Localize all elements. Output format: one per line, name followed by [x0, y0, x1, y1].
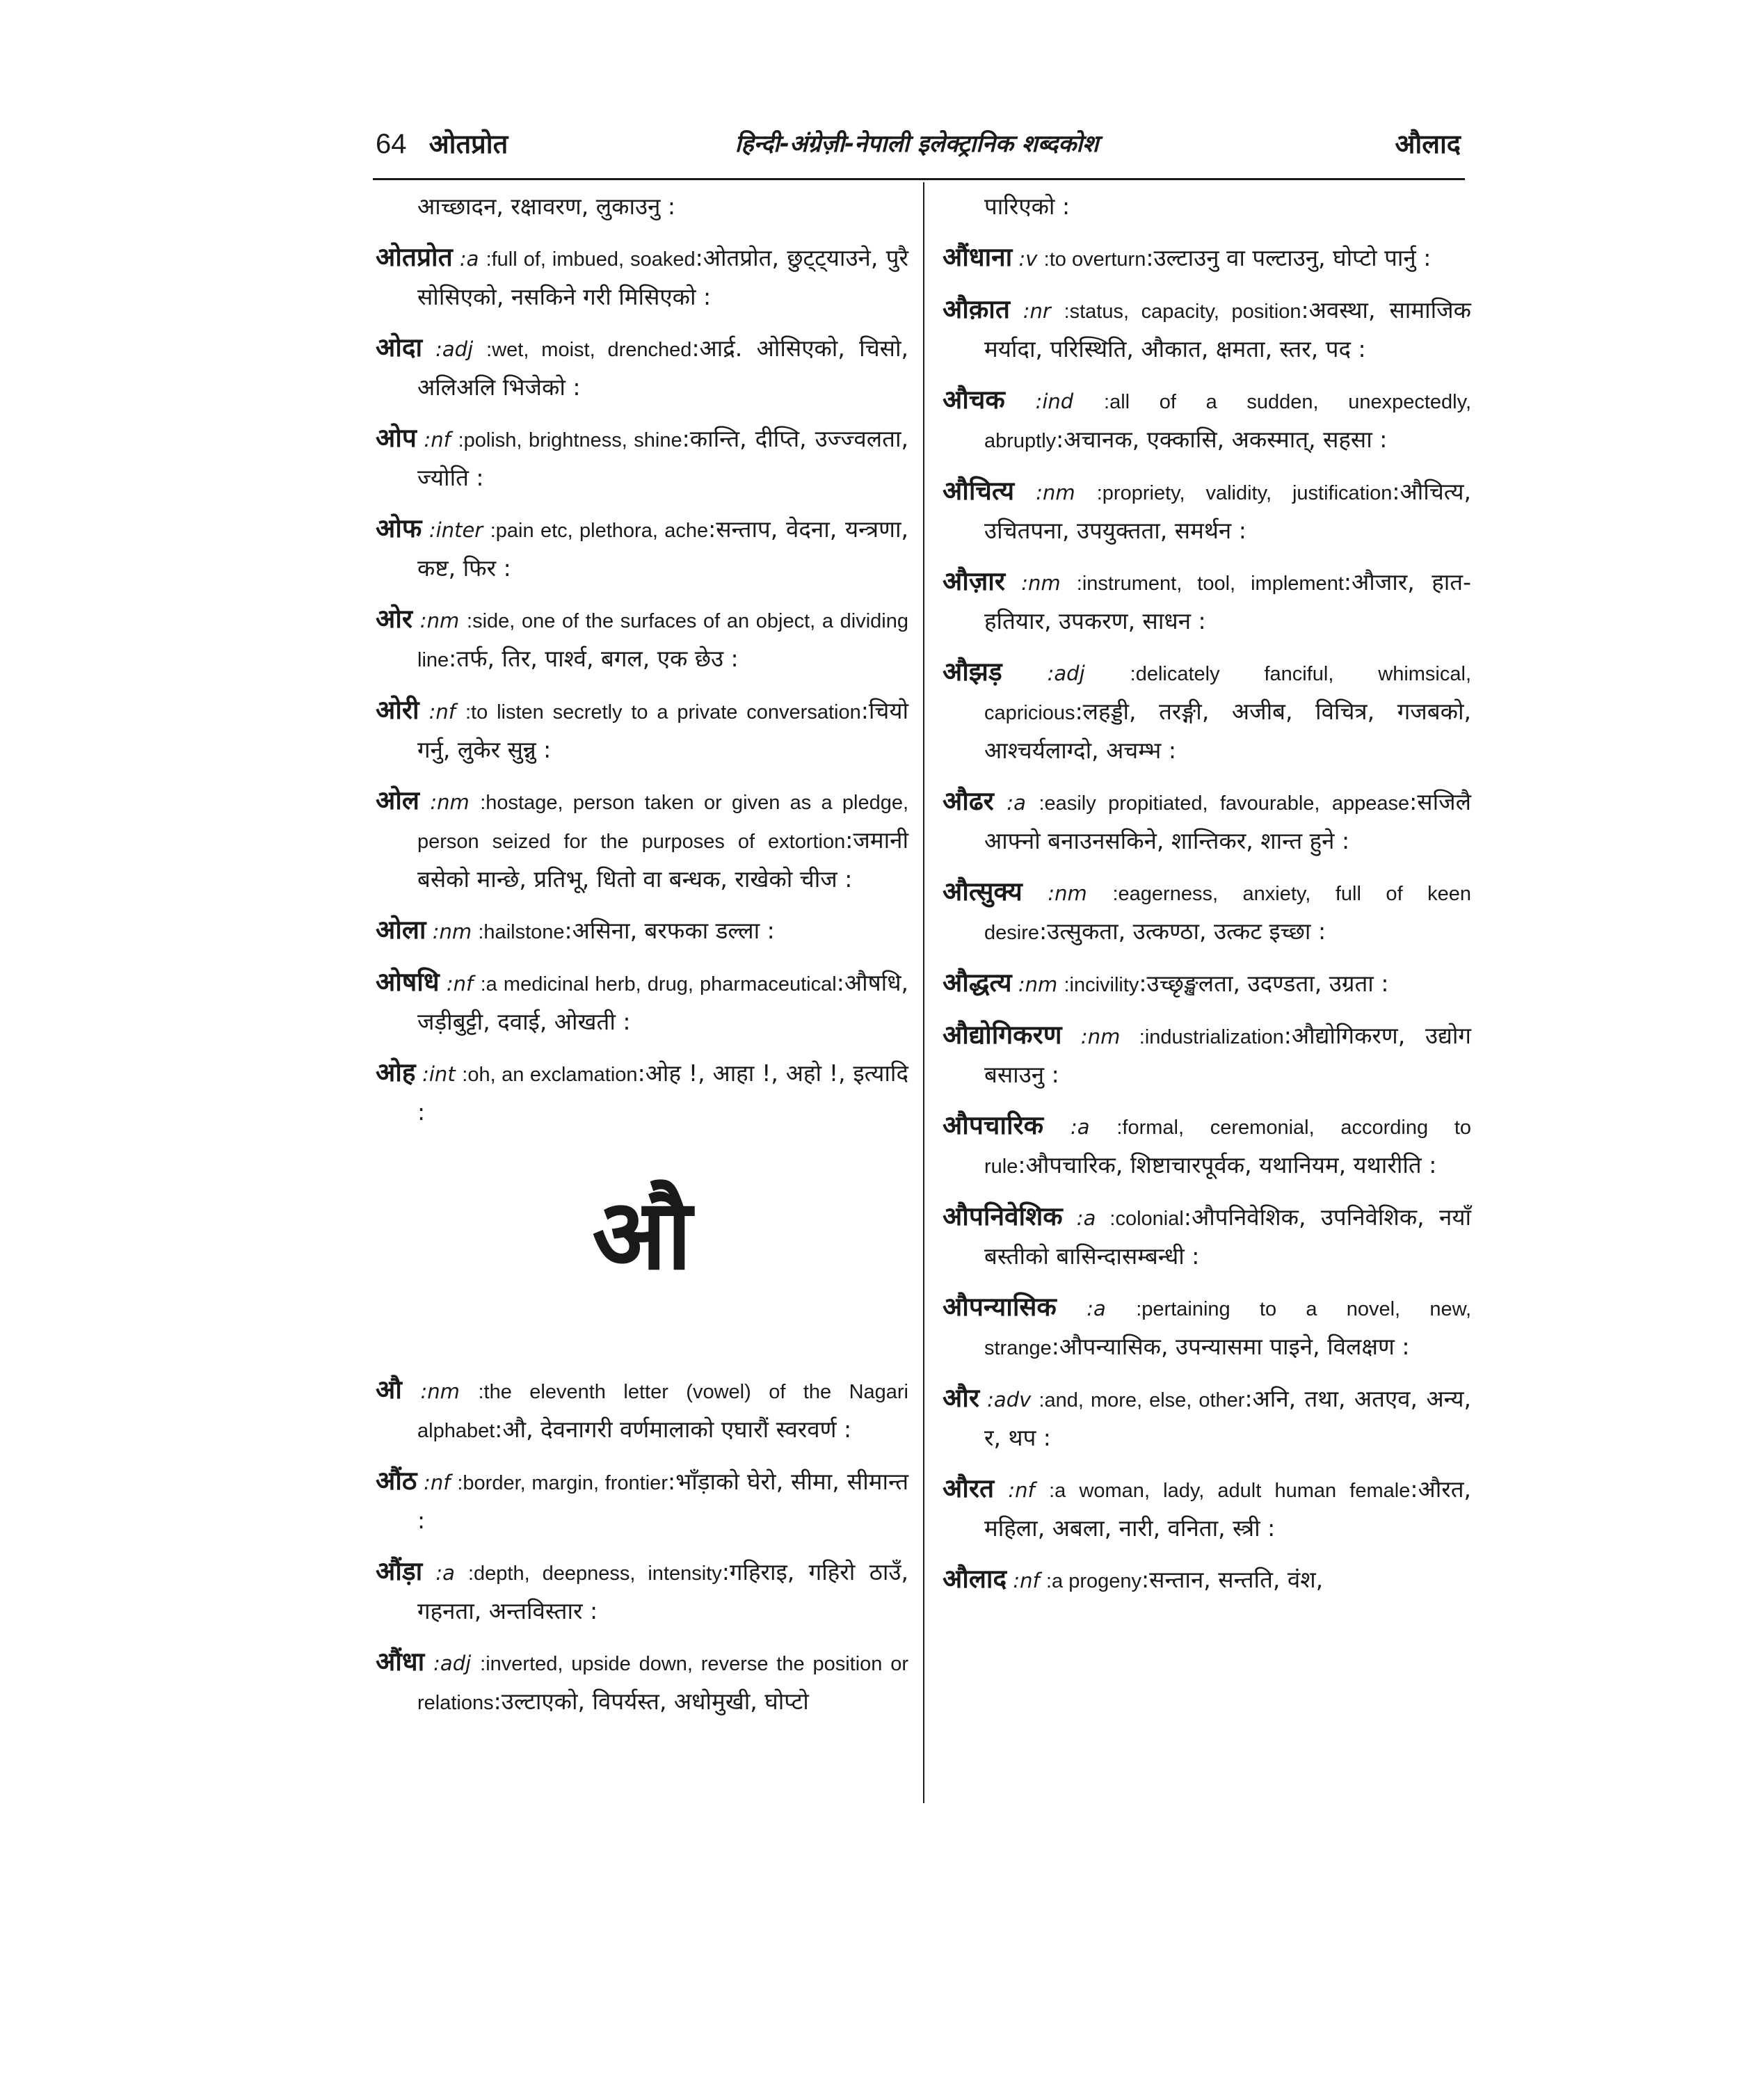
part-of-speech: :nm	[1048, 881, 1087, 905]
english-definition: :wet, moist, drenched	[486, 339, 692, 361]
headword: औपन्यासिक	[943, 1292, 1057, 1322]
headword: औ	[376, 1375, 402, 1405]
dictionary-entry	[943, 1470, 1471, 1548]
english-definition: :instrument, tool, implement	[1076, 573, 1344, 595]
dictionary-entry	[943, 381, 1471, 460]
dictionary-entry	[376, 600, 908, 679]
left-column	[376, 188, 908, 1734]
english-definition: :propriety, validity, justification	[1096, 482, 1393, 504]
nepali-definition: :उल्टाएको, विपर्यस्त, अधोमुखी, घोप्टो	[493, 1688, 809, 1715]
english-definition: :eagerness, anxiety, full of keen desire	[984, 883, 1472, 944]
dictionary-entry	[376, 1371, 908, 1450]
nepali-definition: :औपनिवेशिक, उपनिवेशिक, नयाँ बस्तीको बासिन्दासम्बन्धी :	[984, 1204, 1472, 1270]
dictionary-entry	[943, 1016, 1471, 1094]
dictionary-entry	[943, 653, 1471, 770]
part-of-speech: :a	[1007, 791, 1026, 815]
part-of-speech: :nm	[420, 1380, 460, 1403]
part-of-speech: :nf	[424, 428, 451, 451]
dictionary-entry	[376, 510, 908, 588]
headword: औचक	[943, 385, 1005, 415]
headword: ओफ	[376, 513, 422, 543]
nepali-definition: :औजार, हात-हतियार, उपकरण, साधन :	[984, 568, 1471, 634]
english-definition: :full of, imbued, soaked	[486, 248, 696, 271]
section-letter: औ	[592, 1178, 692, 1292]
dictionary-entry	[943, 563, 1471, 641]
dictionary-entry	[376, 239, 908, 317]
dictionary-entry	[943, 1288, 1471, 1367]
part-of-speech: :inter	[428, 518, 483, 542]
part-of-speech: :nf	[424, 1471, 451, 1494]
english-definition: :inverted, upside down, reverse the position or relations	[417, 1653, 909, 1714]
part-of-speech: :nf	[428, 700, 456, 723]
headword: औढर	[943, 786, 994, 816]
nepali-definition: :चियो गर्नु, लुकेर सुन्नु :	[417, 697, 909, 763]
nepali-definition: :जमानी बसेको मान्छे, प्रतिभू, धितो वा बन्धक, राखेको चीज :	[417, 826, 908, 893]
nepali-definition: :औचित्य, उचितपना, उपयुक्तता, समर्थन :	[984, 478, 1472, 544]
part-of-speech: :nf	[1008, 1478, 1035, 1502]
header-rule	[373, 178, 1465, 180]
nepali-definition: :अवस्था, सामाजिक मर्यादा, परिस्थिति, औकात, क्षमता, स्तर, पद :	[984, 296, 1472, 362]
english-definition: :depth, deepness, intensity	[467, 1562, 722, 1585]
english-definition: :all of a sudden, unexpectedly, abruptly	[984, 391, 1471, 452]
page-number: 64	[376, 129, 407, 159]
english-definition: :border, margin, frontier	[457, 1472, 668, 1494]
nepali-definition: :गहिराइ, गहिरो ठाउँ, गहनता, अन्तविस्तार :	[417, 1558, 909, 1624]
english-definition: :easily propitiated, favourable, appease	[1039, 792, 1410, 815]
dictionary-entry	[376, 1643, 908, 1722]
english-definition: :pertaining to a novel, new, strange	[984, 1298, 1472, 1359]
right-column	[943, 188, 1471, 1613]
nepali-definition: :उल्टाउनु वा पल्टाउनु, घोप्टो पार्नु :	[1146, 244, 1432, 271]
english-definition: :status, capacity, position	[1064, 301, 1301, 323]
english-definition: :formal, ceremonial, according to rule	[984, 1117, 1472, 1178]
column-divider	[923, 182, 924, 1803]
english-definition: :a progeny	[1045, 1570, 1142, 1592]
headword: औचित्य	[943, 476, 1015, 506]
part-of-speech: :a	[1070, 1115, 1090, 1139]
part-of-speech: :ind	[1035, 390, 1074, 413]
english-definition: :a woman, lady, adult human female	[1049, 1480, 1411, 1502]
headword: ओला	[376, 915, 426, 945]
dictionary-entry	[376, 1553, 908, 1631]
nepali-definition: :औ, देवनागरी वर्णमालाको एघारौं स्वरवर्ण :	[495, 1416, 852, 1443]
headword: ओरी	[376, 695, 419, 725]
headword: ओह	[376, 1057, 416, 1087]
dictionary-entry	[376, 782, 908, 899]
headword: औरत	[943, 1473, 995, 1503]
dictionary-entry	[943, 291, 1471, 369]
headword: औद्योगिकरण	[943, 1020, 1062, 1050]
part-of-speech: :adj	[435, 337, 474, 361]
part-of-speech: :adv	[987, 1388, 1032, 1412]
dictionary-entry	[376, 1054, 908, 1132]
first-guide-word: ओतप्रोत	[428, 129, 508, 159]
english-definition: :pain etc, plethora, ache	[490, 520, 709, 542]
dictionary-entry	[943, 1380, 1471, 1457]
dictionary-entry	[943, 873, 1471, 952]
nepali-definition: :असिना, बरफका डल्ला :	[564, 917, 775, 944]
english-definition: :hostage, person taken or given as a pledge, person seized for the purposes of extortion	[417, 792, 909, 853]
nepali-definition: :सन्ताप, वेदना, यन्त्रणा, कष्ट, फिर :	[417, 515, 908, 582]
nepali-definition: :अचानक, एक्कासि, अकस्मात्, सहसा :	[1056, 426, 1388, 453]
part-of-speech: :a	[459, 247, 479, 271]
english-definition: :a medicinal herb, drug, pharmaceutical	[480, 973, 837, 995]
headword: और	[943, 1383, 979, 1413]
english-definition: :delicately fanciful, whimsical, capricious	[984, 663, 1472, 724]
nepali-definition: :औद्योगिकरण, उद्योग बसाउनु :	[984, 1022, 1471, 1088]
page-header	[369, 125, 1465, 170]
headword: औंधा	[376, 1647, 425, 1677]
dictionary-entry	[943, 783, 1471, 861]
part-of-speech: :nm	[430, 790, 470, 814]
part-of-speech: :nm	[1036, 481, 1075, 504]
headword: औपनिवेशिक	[943, 1201, 1063, 1231]
dictionary-entry	[376, 419, 908, 497]
dictionary-entry	[376, 1462, 908, 1540]
part-of-speech: :nm	[419, 609, 460, 632]
part-of-speech: :v	[1018, 247, 1038, 271]
part-of-speech: :a	[1087, 1297, 1106, 1320]
headword: औक़ात	[943, 294, 1010, 324]
headword: औंठ	[376, 1466, 417, 1496]
english-definition: :colonial	[1109, 1208, 1184, 1230]
headword: औंड़ा	[376, 1556, 423, 1586]
part-of-speech: :nm	[1018, 973, 1058, 996]
headword: औपचारिक	[943, 1110, 1044, 1140]
nepali-definition: :सजिलै आफ्नो बनाउनसकिने, शान्तिकर, शान्त हुने :	[984, 788, 1471, 854]
headword: औत्सुक्य	[943, 877, 1023, 906]
headword: ओल	[376, 785, 419, 815]
dictionary-entry	[376, 691, 908, 769]
part-of-speech: :nm	[1080, 1025, 1121, 1048]
part-of-speech: :adj	[433, 1652, 472, 1675]
part-of-speech: :int	[422, 1062, 456, 1086]
english-definition: :to overturn	[1043, 248, 1146, 271]
part-of-speech: :nf	[1013, 1569, 1040, 1592]
headword: औज़ार	[943, 566, 1006, 596]
nepali-definition: :औपन्यासिक, उपन्यासमा पाइने, विलक्षण :	[1051, 1333, 1410, 1360]
part-of-speech: :adj	[1047, 662, 1085, 685]
part-of-speech: :a	[1076, 1206, 1096, 1230]
english-definition: :and, more, else, other	[1039, 1389, 1245, 1412]
headword: औझड़	[943, 657, 1002, 687]
nepali-definition: :औपचारिक, शिष्टाचारपूर्वक, यथानियम, यथारीति :	[1018, 1151, 1437, 1178]
english-definition: :hailstone	[478, 921, 565, 943]
english-definition: :oh, an exclamation	[462, 1064, 638, 1086]
nepali-definition: :कान्ति, दीप्ति, उज्ज्वलता, ज्योति :	[417, 425, 908, 491]
english-definition: :incivility	[1064, 974, 1139, 996]
dictionary-entry	[943, 1107, 1471, 1185]
running-title: हिन्दी-अंग्रेज़ी-नेपाली इलेक्ट्रानिक शब्दकोश	[735, 130, 1099, 158]
nepali-definition: :ओह !, आहा !, अहो !, इत्यादि :	[417, 1060, 908, 1126]
continued-entry: पारिएको :	[984, 193, 1071, 220]
headword: ओर	[376, 604, 412, 634]
part-of-speech: :a	[435, 1561, 455, 1585]
continued-entry: आच्छादन, रक्षावरण, लुकाउनु :	[417, 193, 676, 220]
english-definition: :industrialization	[1139, 1026, 1284, 1048]
dictionary-entry	[943, 964, 1471, 1004]
nepali-definition: :आर्द्र. ओसिएको, चिसो, अलिअलि भिजेको :	[417, 335, 908, 401]
headword: ओदा	[376, 333, 423, 362]
english-definition: :side, one of the surfaces of an object, a dividing line	[417, 610, 909, 671]
part-of-speech: :nf	[446, 972, 474, 995]
left-entry-list	[376, 239, 908, 1132]
nepali-definition: :उच्छृङ्खलता, उदण्डता, उग्रता :	[1139, 970, 1389, 997]
headword: औद्धत्य	[943, 968, 1012, 998]
dictionary-entry	[376, 963, 908, 1041]
last-guide-word: औलाद	[1395, 129, 1461, 159]
headword: ओषधि	[376, 967, 440, 997]
nepali-definition: :ओतप्रोत, छुट्ट्याउने, पुरै सोसिएको, नसकिने गरी मिसिएको :	[417, 244, 909, 310]
dictionary-entry	[943, 472, 1471, 550]
part-of-speech: :nr	[1023, 299, 1051, 323]
english-definition: :to listen secretly to a private conversation	[465, 701, 861, 723]
dictionary-entry	[943, 239, 1471, 278]
dictionary-entry	[376, 911, 908, 951]
nepali-definition: :सन्तान, सन्तति, वंश,	[1141, 1566, 1324, 1593]
nepali-definition: :औरत, महिला, अबला, नारी, वनिता, स्त्री :	[984, 1476, 1472, 1542]
headword: ओतप्रोत	[376, 242, 453, 272]
english-definition: :polish, brightness, shine	[458, 429, 682, 451]
nepali-definition: :तर्फ, तिर, पार्श्व, बगल, एक छेउ :	[449, 645, 739, 672]
nepali-definition: :उत्सुकता, उत्कण्ठा, उत्कट इच्छा :	[1039, 918, 1326, 945]
nepali-definition: :अनि, तथा, अतएव, अन्य, र, थप :	[984, 1385, 1472, 1451]
dictionary-entry	[943, 1560, 1471, 1600]
right-entry-list	[943, 239, 1471, 1600]
headword: ओप	[376, 423, 417, 453]
nepali-definition: :लहड्डी, तरङ्गी, अजीब, विचित्र, गजबको, आश्चर्यलाग्दो, अचम्भ :	[984, 698, 1471, 764]
part-of-speech: :nm	[1021, 571, 1061, 595]
headword: औलाद	[943, 1564, 1007, 1594]
left-entry-list-2	[376, 1371, 908, 1722]
dictionary-entry	[943, 1198, 1471, 1276]
part-of-speech: :nm	[432, 920, 472, 943]
nepali-definition: :औषधि, जड़ीबुट्टी, दवाई, ओखती :	[417, 969, 908, 1035]
headword: औंधाना	[943, 242, 1013, 272]
english-definition: :the eleventh letter (vowel) of the Nagari alphabet	[417, 1381, 909, 1442]
nepali-definition: :भाँड़ाको घेरो, सीमा, सीमान्त :	[417, 1468, 909, 1534]
dictionary-entry	[376, 329, 908, 407]
